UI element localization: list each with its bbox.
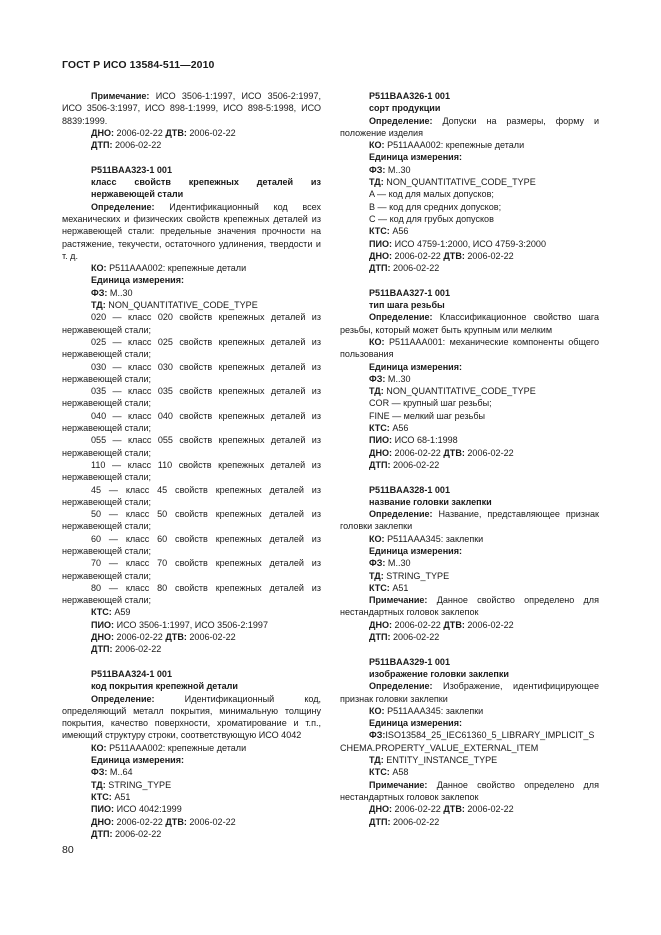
entry-code: P511BAA329-1 001 <box>369 656 450 667</box>
kts-value: A56 <box>389 226 409 237</box>
note-text: Данное свойство определено для нестандартных головок заклепок <box>340 779 599 802</box>
dtp-value: 2006-02-22 <box>112 644 162 655</box>
entry-code: P511BAA326-1 001 <box>369 91 450 101</box>
kts-line <box>340 766 599 778</box>
list-item: 80 — класс 80 свойств крепежных деталей из нержавеющей стали; <box>62 582 321 606</box>
dates-line <box>340 803 599 815</box>
fz-line <box>62 766 321 778</box>
unit-line <box>340 361 599 373</box>
dtp-label: ДТП: <box>91 140 113 151</box>
kts-value: A58 <box>389 767 409 778</box>
definition-label: Определение: <box>369 312 433 323</box>
td-line <box>340 754 599 766</box>
document-header: ГОСТ Р ИСО 13584-511—2010 <box>62 59 215 71</box>
dno-label: ДНО: <box>91 127 115 138</box>
entry-definition <box>340 115 599 140</box>
list-item: 020 — класс 020 свойств крепежных деталей из нержавеющей стали; <box>62 312 321 335</box>
list-item: FINE — мелкий шаг резьбы <box>369 410 486 421</box>
list-item: 60 — класс 60 свойств крепежных деталей из нержавеющей стали; <box>62 533 321 556</box>
entry-code: P511BAA323-1 001 <box>91 164 172 175</box>
dtv-label: ДТВ: <box>443 447 465 458</box>
fz-label: ФЗ: <box>369 558 386 569</box>
definition-text: Допуски на размеры, форму и положение изделия <box>340 115 599 138</box>
dtv-label: ДТВ: <box>165 632 187 643</box>
kts-line <box>340 225 599 237</box>
td-value: STRING_TYPE <box>383 570 450 581</box>
page-number: 80 <box>62 844 74 856</box>
pio-value: ИСО 3506-1:1997, ИСО 3506-2:1997 <box>114 619 268 630</box>
unit-line <box>340 545 599 557</box>
entry-code: P511BAA328-1 001 <box>369 484 450 495</box>
unit-label: Единица измерения: <box>369 718 463 729</box>
ko-line <box>340 336 599 361</box>
td-value: ENTITY_INSTANCE_TYPE <box>383 755 498 766</box>
fz-value: M..30 <box>385 164 411 175</box>
dates-line <box>62 816 321 828</box>
dtp-value: 2006-02-22 <box>390 263 440 274</box>
entry-name: код покрытия крепежной детали <box>91 681 238 692</box>
kts-line <box>62 791 321 803</box>
ko-line <box>340 139 599 151</box>
definition-text: Классификационное свойство шага резьбы, который может быть крупным или мелким <box>340 312 599 335</box>
note-label: Примечание: <box>369 779 428 790</box>
ko-line <box>340 705 599 717</box>
td-label: ТД: <box>369 755 384 766</box>
dtv-value: 2006-02-22 <box>186 632 236 643</box>
list-item: 040 — класс 040 свойств крепежных деталей из нержавеющей стали; <box>62 410 321 434</box>
fz-line <box>340 373 599 385</box>
dno-label: ДНО: <box>369 619 393 630</box>
ko-label: КО: <box>369 533 385 544</box>
entry-name: название головки заклепки <box>369 496 492 507</box>
dtp-label: ДТП: <box>369 632 391 643</box>
entry-definition <box>340 311 599 336</box>
entry-definition <box>340 680 599 705</box>
ko-label: КО: <box>91 742 107 753</box>
unit-label: Единица измерения: <box>369 545 463 556</box>
unit-line <box>340 717 599 729</box>
note-text: Данное свойство определено для нестандартных головок заклепок <box>340 595 599 618</box>
unit-label: Единица измерения: <box>369 152 463 163</box>
note-paragraph <box>340 594 599 619</box>
kts-value: A51 <box>111 791 131 802</box>
td-label: ТД: <box>369 570 384 581</box>
pio-line <box>62 803 321 815</box>
kts-label: КТС: <box>369 767 390 778</box>
dtv-value: 2006-02-22 <box>186 816 236 827</box>
entry-code: P511BAA324-1 001 <box>91 668 172 679</box>
dtp-line <box>340 262 599 274</box>
dtp-label: ДТП: <box>91 644 113 655</box>
entry-name: сорт продукции <box>369 103 441 114</box>
dates-line <box>62 127 321 139</box>
dno-value: 2006-02-22 <box>114 632 166 643</box>
dtp-line <box>340 459 599 471</box>
right-column <box>340 90 599 828</box>
dtp-value: 2006-02-22 <box>390 632 440 643</box>
kts-value: A56 <box>389 423 409 434</box>
definition-text: Идентификационный код, определяющий металл покрытия, минимальную толщину покрытия, качество поверхности, хроматирование и т.п., имеющий структуру строки, соответствующую ИСО 4042 <box>62 693 321 741</box>
unit-label: Единица измерения: <box>91 275 185 286</box>
note-paragraph <box>62 90 321 127</box>
dtv-value: 2006-02-22 <box>464 619 514 630</box>
dtp-value: 2006-02-22 <box>390 816 440 827</box>
list-item: COR — крупный шаг резьбы; <box>369 398 492 409</box>
ko-label: КО: <box>91 263 107 274</box>
fz-value: M..30 <box>107 287 133 298</box>
list-item: B — код для средних допусков; <box>369 201 502 212</box>
td-label: ТД: <box>91 779 106 790</box>
pio-value: ИСО 68-1:1998 <box>392 435 458 446</box>
pio-label: ПИО: <box>369 238 393 249</box>
dtv-label: ДТВ: <box>443 619 465 630</box>
dno-label: ДНО: <box>91 632 115 643</box>
kts-label: КТС: <box>369 582 390 593</box>
note-label: Примечание: <box>369 595 428 606</box>
fz-label: ФЗ: <box>91 287 108 298</box>
ko-label: КО: <box>369 140 385 151</box>
fz-line <box>340 164 599 176</box>
td-line <box>340 385 599 397</box>
pio-label: ПИО: <box>91 619 115 630</box>
td-line <box>340 570 599 582</box>
list-item: 035 — класс 035 свойств крепежных деталей из нержавеющей стали; <box>62 386 321 409</box>
fz-line <box>62 287 321 299</box>
definition-text: Изображение, идентифицирующее признак головки заклепки <box>340 681 599 704</box>
fz-label: ФЗ: <box>91 767 108 778</box>
dtv-value: 2006-02-22 <box>464 250 514 261</box>
list-item: 70 — класс 70 свойств крепежных деталей из нержавеющей стали; <box>62 558 321 581</box>
definition-text: Идентификационный код всех механических и физических свойств крепежных деталей из нержавеющей стали: предельные значения прочности на растяжение, текучести, остаточного удлинения, твердости и т. д. <box>62 201 321 261</box>
td-value: NON_QUANTITATIVE_CODE_TYPE <box>105 300 258 311</box>
td-value: STRING_TYPE <box>105 779 172 790</box>
note-text: ИСО 3506-1:1997, ИСО 3506-2:1997, ИСО 3506-3:1997, ИСО 898-1:1999, ИСО 898-5:1998, ИСО 8839:1999. <box>62 91 321 126</box>
dno-value: 2006-02-22 <box>392 447 444 458</box>
entry-name: класс свойств крепежных деталей из нержавеющей стали <box>91 177 321 200</box>
dtp-value: 2006-02-22 <box>112 140 162 151</box>
entry-code: P511BAA327-1 001 <box>369 287 450 298</box>
fz-label: ФЗ: <box>369 730 386 741</box>
fz-line <box>340 729 599 754</box>
dates-line <box>340 250 599 262</box>
ko-value: P511AAA002: крепежные детали <box>384 140 525 151</box>
fz-value: M..30 <box>385 558 411 569</box>
dates-line <box>340 447 599 459</box>
list-item: 110 — класс 110 свойств крепежных деталей из нержавеющей стали; <box>62 459 321 483</box>
dno-value: 2006-02-22 <box>392 619 444 630</box>
entry-name: тип шага резьбы <box>369 300 445 311</box>
list-item: C — код для грубых допусков <box>369 213 494 224</box>
td-value: NON_QUANTITATIVE_CODE_TYPE <box>383 177 536 188</box>
fz-label: ФЗ: <box>369 164 386 175</box>
ko-value: P511AAA001: механические компоненты общего пользования <box>340 336 599 360</box>
dno-value: 2006-02-22 <box>114 816 166 827</box>
dtp-line <box>340 816 599 828</box>
kts-label: КТС: <box>91 607 112 618</box>
kts-value: A59 <box>111 607 131 618</box>
dno-label: ДНО: <box>91 816 115 827</box>
dtv-value: 2006-02-22 <box>464 447 514 458</box>
dtv-label: ДТВ: <box>165 127 187 138</box>
td-label: ТД: <box>91 300 106 311</box>
unit-line <box>62 754 321 766</box>
entry-name: изображение головки заклепки <box>369 668 509 679</box>
kts-label: КТС: <box>369 423 390 434</box>
entry-definition <box>62 693 321 742</box>
dtp-label: ДТП: <box>369 459 391 470</box>
kts-value: A51 <box>389 582 409 593</box>
fz-value: M..64 <box>107 767 133 778</box>
pio-line <box>340 434 599 446</box>
dates-line <box>62 631 321 643</box>
dtv-label: ДТВ: <box>165 816 187 827</box>
list-item: 50 — класс 50 свойств крепежных деталей из нержавеющей стали; <box>62 509 321 532</box>
pio-line <box>340 238 599 250</box>
dtp-label: ДТП: <box>369 816 391 827</box>
dno-label: ДНО: <box>369 447 393 458</box>
td-line <box>62 779 321 791</box>
dno-value: 2006-02-22 <box>392 250 444 261</box>
fz-line <box>340 557 599 569</box>
td-line <box>62 299 321 311</box>
list-item: 030 — класс 030 свойств крепежных деталей из нержавеющей стали; <box>62 361 321 384</box>
pio-value: ИСО 4042:1999 <box>114 804 182 815</box>
ko-line <box>62 262 321 274</box>
pio-value: ИСО 4759-1:2000, ИСО 4759-3:2000 <box>392 238 546 249</box>
ko-line <box>62 742 321 754</box>
list-item: 025 — класс 025 свойств крепежных деталей из нержавеющей стали; <box>62 336 321 360</box>
dtp-line <box>62 828 321 840</box>
ko-value: P511AAA002: крепежные детали <box>106 263 247 274</box>
dtp-line <box>62 139 321 151</box>
pio-label: ПИО: <box>91 804 115 815</box>
kts-label: КТС: <box>91 791 112 802</box>
dtv-label: ДТВ: <box>443 804 465 815</box>
note-paragraph <box>340 779 599 804</box>
td-label: ТД: <box>369 386 384 397</box>
dtp-line <box>340 631 599 643</box>
kts-line <box>62 606 321 618</box>
dtp-line <box>62 643 321 655</box>
dtv-value: 2006-02-22 <box>464 804 514 815</box>
kts-line <box>340 422 599 434</box>
pio-label: ПИО: <box>369 435 393 446</box>
definition-label: Определение: <box>369 681 433 692</box>
fz-value: M..30 <box>385 373 411 384</box>
dtp-value: 2006-02-22 <box>112 828 162 839</box>
unit-line <box>340 151 599 163</box>
fz-value: ISO13584_25_IEC61360_5_LIBRARY_IMPLICIT_SCHEMA.PROPERTY_VALUE_EXTERNAL_ITEM <box>340 730 595 753</box>
td-value: NON_QUANTITATIVE_CODE_TYPE <box>383 386 536 397</box>
note-label: Примечание: <box>91 91 150 101</box>
ko-label: КО: <box>369 336 385 347</box>
dno-value: 2006-02-22 <box>392 804 444 815</box>
list-item: 055 — класс 055 свойств крепежных деталей из нержавеющей стали; <box>62 435 321 458</box>
ko-value: P511AAA345: заклепки <box>384 705 484 716</box>
dno-label: ДНО: <box>369 804 393 815</box>
definition-label: Определение: <box>91 693 155 704</box>
dtp-value: 2006-02-22 <box>390 459 440 470</box>
unit-label: Единица измерения: <box>369 361 463 372</box>
dtp-label: ДТП: <box>369 263 391 274</box>
dno-label: ДНО: <box>369 250 393 261</box>
definition-text: Название, представляющее признак головки заклепки <box>340 509 599 532</box>
entry-definition <box>62 201 321 262</box>
entry-definition <box>340 508 599 533</box>
list-item: 45 — класс 45 свойств крепежных деталей из нержавеющей стали; <box>62 484 321 507</box>
td-label: ТД: <box>369 177 384 188</box>
unit-label: Единица измерения: <box>91 755 185 766</box>
pio-line <box>62 619 321 631</box>
dates-line <box>340 619 599 631</box>
td-line <box>340 176 599 188</box>
fz-label: ФЗ: <box>369 373 386 384</box>
dtp-label: ДТП: <box>91 828 113 839</box>
list-item: A — код для малых допусков; <box>369 189 494 200</box>
ko-line <box>340 533 599 545</box>
left-column <box>62 90 321 840</box>
ko-value: P511AAA345: заклепки <box>384 533 484 544</box>
definition-label: Определение: <box>91 201 155 212</box>
dtv-label: ДТВ: <box>443 250 465 261</box>
dno-value: 2006-02-22 <box>114 127 166 138</box>
definition-label: Определение: <box>369 115 433 126</box>
kts-line <box>340 582 599 594</box>
ko-label: КО: <box>369 705 385 716</box>
kts-label: КТС: <box>369 226 390 237</box>
dtv-value: 2006-02-22 <box>186 127 236 138</box>
ko-value: P511AAA002: крепежные детали <box>106 742 247 753</box>
definition-label: Определение: <box>369 509 433 520</box>
unit-line <box>62 274 321 286</box>
